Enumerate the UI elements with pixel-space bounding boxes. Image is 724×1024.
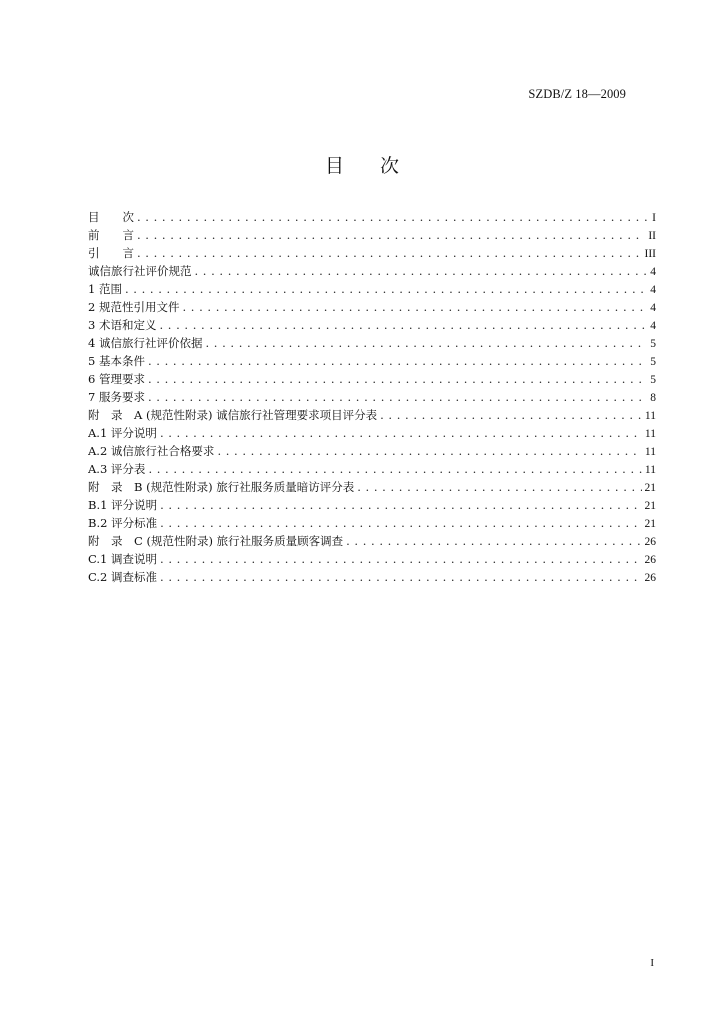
toc-entry-label: 附 录 B (规范性附录) 旅行社服务质量暗访评分表 (88, 480, 355, 494)
toc-entry-page: 26 (644, 536, 656, 548)
toc-entry[interactable] (88, 298, 656, 316)
toc-entry-page: I (652, 212, 656, 224)
toc-leader-dots (160, 424, 642, 442)
toc-entry-page: 11 (644, 428, 656, 440)
toc-entry[interactable] (88, 334, 656, 352)
toc-entry[interactable] (88, 370, 656, 388)
toc-entry-page: 11 (644, 410, 656, 422)
toc-leader-dots (195, 262, 648, 280)
toc-entry[interactable] (88, 226, 656, 244)
table-of-contents (88, 208, 656, 586)
toc-entry-label: A.3 评分表 (88, 462, 146, 476)
toc-entry[interactable] (88, 568, 656, 586)
toc-entry-label: 3 术语和定义 (88, 318, 157, 332)
toc-entry-label: 附 录 C (规范性附录) 旅行社服务质量顾客调查 (88, 534, 344, 548)
toc-entry[interactable] (88, 532, 656, 550)
toc-entry-label: C.1 调查说明 (88, 552, 158, 566)
toc-leader-dots (137, 208, 649, 226)
toc-entry[interactable] (88, 316, 656, 334)
toc-entry-page: 4 (650, 302, 656, 314)
toc-entry-page: 5 (650, 356, 656, 368)
toc-entry[interactable] (88, 496, 656, 514)
toc-entry-page: 11 (644, 446, 656, 458)
toc-leader-dots (357, 478, 641, 496)
toc-entry[interactable] (88, 262, 656, 280)
toc-leader-dots (205, 334, 647, 352)
toc-entry-page: 21 (644, 500, 656, 512)
page-number: I (650, 957, 654, 969)
toc-entry-page: 4 (650, 320, 656, 332)
toc-entry-label: 4 诚信旅行社评价依据 (88, 336, 203, 350)
toc-entry-page: 26 (644, 572, 656, 584)
toc-entry-label: A.2 诚信旅行社合格要求 (88, 444, 215, 458)
toc-leader-dots (148, 352, 647, 370)
toc-entry[interactable] (88, 244, 656, 262)
title-char-2: 次 (380, 155, 400, 177)
toc-entry-label: 诚信旅行社评价规范 (88, 264, 192, 278)
toc-leader-dots (160, 496, 641, 514)
toc-leader-dots (160, 568, 641, 586)
toc-entry-label: 附 录 A (规范性附录) 诚信旅行社管理要求项目评分表 (88, 408, 378, 422)
toc-entry-label: B.1 评分说明 (88, 498, 158, 512)
page-title (0, 151, 724, 178)
toc-leader-dots (137, 244, 642, 262)
toc-entry[interactable] (88, 424, 656, 442)
toc-leader-dots (380, 406, 642, 424)
toc-entry-page: III (644, 248, 656, 260)
toc-entry[interactable] (88, 514, 656, 532)
toc-entry-label: 引 言 (88, 246, 134, 260)
toc-entry-label: B.2 评分标准 (88, 516, 158, 530)
toc-entry-page: 8 (650, 392, 656, 404)
toc-entry[interactable] (88, 460, 656, 478)
title-char-1: 目 (324, 155, 344, 177)
toc-entry-label: A.1 评分说明 (88, 426, 157, 440)
toc-entry-page: 21 (644, 482, 656, 494)
toc-entry-label: 目 次 (88, 210, 134, 224)
toc-leader-dots (159, 316, 647, 334)
toc-entry[interactable] (88, 388, 656, 406)
toc-entry-label: 5 基本条件 (88, 354, 145, 368)
toc-leader-dots (148, 460, 641, 478)
toc-leader-dots (217, 442, 641, 460)
toc-entry-label: 前 言 (88, 228, 134, 242)
toc-leader-dots (125, 280, 647, 298)
document-code: SZDB/Z 18—2009 (528, 87, 626, 101)
toc-entry-page: II (648, 230, 656, 242)
toc-leader-dots (160, 550, 641, 568)
toc-leader-dots (346, 532, 641, 550)
toc-entry-label: 6 管理要求 (88, 372, 145, 386)
toc-leader-dots (182, 298, 647, 316)
toc-entry[interactable] (88, 406, 656, 424)
toc-entry-page: 21 (644, 518, 656, 530)
toc-leader-dots (148, 370, 647, 388)
toc-entry-page: 4 (650, 266, 656, 278)
toc-entry[interactable] (88, 280, 656, 298)
toc-entry-page: 5 (650, 338, 656, 350)
toc-entry-page: 26 (644, 554, 656, 566)
toc-entry-page: 4 (650, 284, 656, 296)
toc-entry[interactable] (88, 550, 656, 568)
toc-entry[interactable] (88, 442, 656, 460)
toc-leader-dots (137, 226, 645, 244)
toc-entry[interactable] (88, 352, 656, 370)
toc-entry-page: 11 (644, 464, 656, 476)
toc-leader-dots (160, 514, 641, 532)
toc-entry-label: 2 规范性引用文件 (88, 300, 180, 314)
toc-entry-label: 1 范围 (88, 282, 122, 296)
toc-leader-dots (148, 388, 647, 406)
toc-entry[interactable] (88, 208, 656, 226)
toc-entry-label: C.2 调查标准 (88, 570, 158, 584)
toc-entry-label: 7 服务要求 (88, 390, 145, 404)
toc-entry-page: 5 (650, 374, 656, 386)
toc-entry[interactable] (88, 478, 656, 496)
